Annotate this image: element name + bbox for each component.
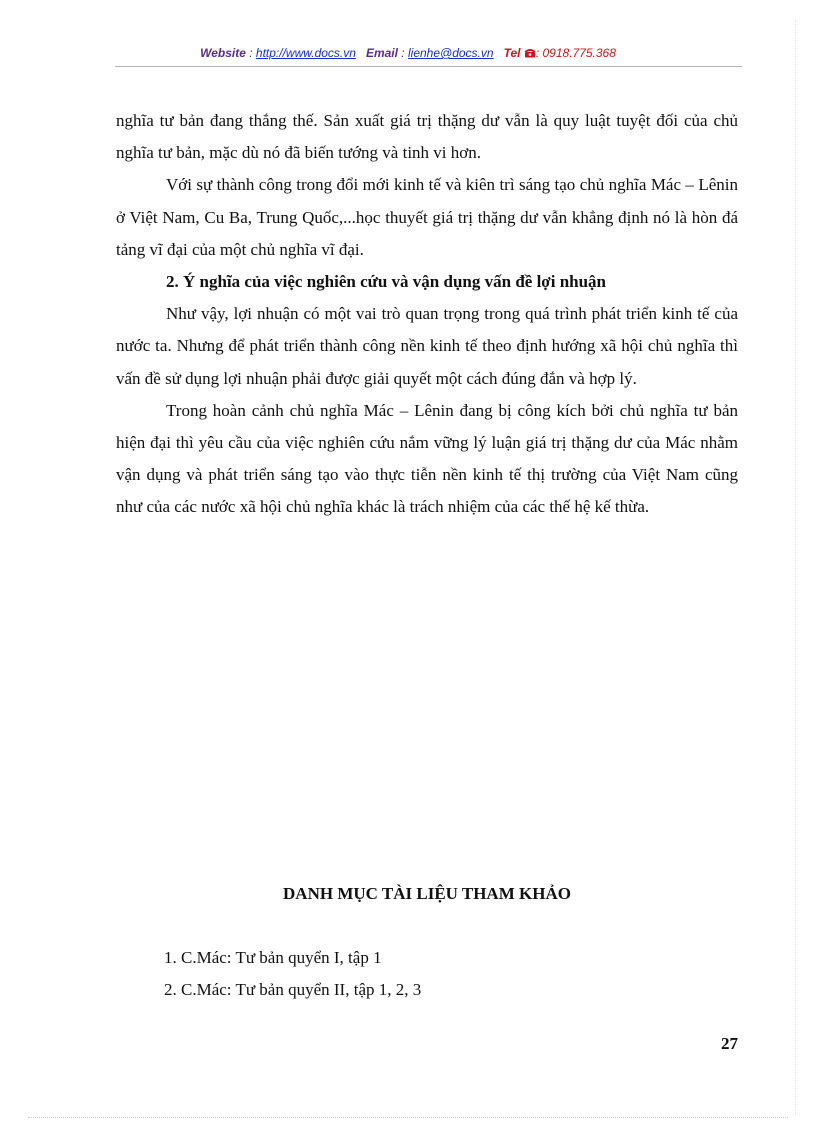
header-divider <box>115 66 742 67</box>
tel-value: 0918.775.368 <box>542 46 616 60</box>
page-header: Website : http://www.docs.vn Email : lienhe@docs.vn Tel : 0918.775.368 <box>200 46 616 60</box>
page-number: 27 <box>721 1034 738 1053</box>
body-text <box>116 105 738 524</box>
references-title: DANH MỤC TÀI LIỆU THAM KHẢO <box>283 884 571 903</box>
email-separator: : <box>397 46 408 60</box>
website-link[interactable]: http://www.docs.vn <box>255 46 356 60</box>
tel-label: Tel <box>503 46 521 60</box>
paragraph-4: Trong hoàn cảnh chủ nghĩa Mác – Lênin đang bị công kích bởi chủ nghĩa tư bản hiện đại thì yêu cầu của việc nghiên cứu nắm vững lý luận giá trị thặng dư của Mác nhằm vận dụng và phát triển sáng tạo vào thực tiễn nền kinh tế thị trường của Việt Nam cũng như của các nước xã hội chủ nghĩa khác là trách nhiệm của các thế hệ kế thừa. <box>116 400 738 517</box>
website-label: Website <box>200 46 246 60</box>
page-border-bottom <box>28 1117 788 1118</box>
email-label: Email <box>365 46 398 60</box>
paragraph-2: Với sự thành công trong đổi mới kinh tế và kiên trì sáng tạo chủ nghĩa Mác – Lênin ở Việt Nam, Cu Ba, Trung Quốc,...học thuyết giá trị thặng dư vẫn khẳng định nó là hòn đá tảng vĩ đại của một chủ nghĩa vĩ đại. <box>116 175 738 259</box>
section-heading: 2. Ý nghĩa của việc nghiên cứu và vận dụng vấn đề lợi nhuận <box>166 272 607 292</box>
reference-item: 2. C.Mác: Tư bản quyển II, tập 1, 2, 3 <box>164 980 422 999</box>
paragraph-3: Như vậy, lợi nhuận có một vai trò quan trọng trong quá trình phát triển kinh tế của nước ta. Nhưng để phát triển thành công nền kinh tế theo định hướng xã hội chủ nghĩa thì vấn đề sử dụng lợi nhuận phải được giải quyết một cách đúng đắn và hợp lý. <box>116 304 738 388</box>
page-border-right <box>795 20 796 1115</box>
phone-icon <box>524 47 536 61</box>
paragraph-1: nghĩa tư bản đang thắng thế. Sản xuất giá trị thặng dư vẫn là quy luật tuyệt đối của chủ nghĩa tư bản, mặc dù nó đã biến tướng và tinh vi hơn. <box>116 111 738 163</box>
email-link[interactable]: lienhe@docs.vn <box>407 46 494 60</box>
reference-item: 1. C.Mác: Tư bản quyển I, tập 1 <box>164 948 382 967</box>
references-list <box>164 942 421 1006</box>
website-separator: : <box>245 46 256 60</box>
